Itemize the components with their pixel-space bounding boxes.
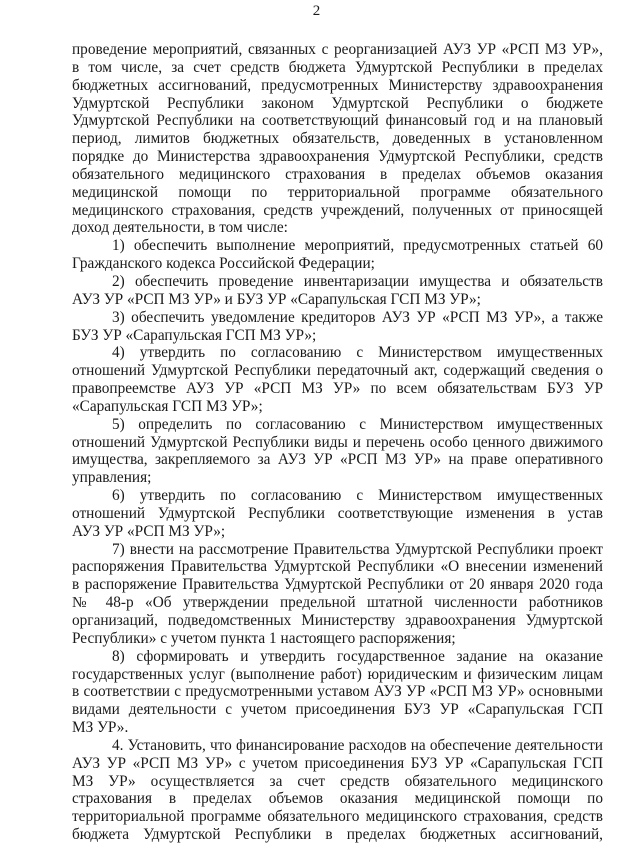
- text-line: 4. Установить, что финансирование расходов на обеспечение деятельности: [112, 736, 603, 754]
- text-line: 4) утвердить по согласованию с Министерством имущественных: [112, 344, 603, 362]
- text-line: Республики» с учетом пункта 1 настоящего распоряжения;: [72, 629, 456, 647]
- text-line: обязательного медицинского страхования в пределах объемов оказания: [72, 165, 603, 183]
- text-line: бюджета Удмуртской Республики в пределах бюджетных ассигнований,: [72, 826, 603, 844]
- text-line: 2) обеспечить проведение инвентаризации имущества и обязательств: [112, 272, 603, 290]
- text-line: правопреемстве АУЗ УР «РСП МЗ УР» по всем обязательствам БУЗ УР: [72, 380, 603, 398]
- paragraph: [72, 309, 603, 345]
- text-line: АУЗ УР «РСП МЗ УР» и БУЗ УР «Сарапульская ГСП МЗ УР»;: [72, 290, 481, 308]
- text-line: № 48-р «Об утверждении предельной штатной численности работников: [72, 594, 603, 612]
- text-line: порядке до Министерства здравоохранения Удмуртской Республики, средств: [72, 148, 603, 166]
- text-line: 3) обеспечить уведомление кредиторов АУЗ УР «РСП МЗ УР», а также: [112, 308, 603, 326]
- text-line: Гражданского кодекса Российской Федерации;: [72, 255, 375, 273]
- paragraph: [72, 237, 603, 273]
- text-line: МЗ УР» осуществляется за счет средств обязательного медицинского: [72, 772, 603, 790]
- text-line: 6) утвердить по согласованию с Министерством имущественных: [112, 487, 603, 505]
- paragraph: [72, 648, 603, 737]
- text-line: видами деятельности с учетом присоединения БУЗ УР «Сарапульская ГСП: [72, 701, 603, 719]
- text-line: АУЗ УР «РСП МЗ УР» с учетом присоединения БУЗ УР «Сарапульская ГСП: [72, 754, 603, 772]
- paragraph: [72, 487, 603, 541]
- paragraph: [72, 541, 603, 648]
- text-line: Удмуртской Республики на соответствующий финансовый год и на плановый: [72, 112, 603, 130]
- text-line: территориальной программе обязательного медицинского страхования, средств: [72, 808, 603, 826]
- text-line: доход деятельности, в том числе:: [72, 219, 288, 237]
- text-line: государственных услуг (выполнение работ) юридическим и физическим лицам: [72, 665, 603, 683]
- text-line: распоряжения Правительства Удмуртской Республики «О внесении изменений: [72, 558, 603, 576]
- paragraph: [72, 344, 603, 415]
- text-line: АУЗ УР «РСП МЗ УР»;: [72, 522, 226, 540]
- text-line: управления;: [72, 469, 152, 487]
- text-line: Удмуртской Республики законом Удмуртской Республики о бюджете: [72, 94, 603, 112]
- text-line: 7) внести на рассмотрение Правительства Удмуртской Республики проект: [112, 540, 603, 558]
- text-line: медицинского страхования, средств учреждений, полученных от приносящей: [72, 201, 603, 219]
- text-line: отношений Удмуртской Республики виды и перечень особо ценного движимого: [72, 433, 603, 451]
- text-line: проведение мероприятий, связанных с реорганизацией АУЗ УР «РСП МЗ УР»,: [72, 41, 603, 58]
- text-line: в распоряжение Правительства Удмуртской Республики от 20 января 2020 года: [72, 576, 603, 594]
- paragraph: [72, 41, 603, 237]
- paragraph: [72, 416, 603, 487]
- text-line: в соответствии с предусмотренными уставом АУЗ УР «РСП МЗ УР» основными: [72, 683, 603, 701]
- text-line: период, лимитов бюджетных обязательств, доведенных в установленном: [72, 130, 603, 148]
- document-body: [72, 41, 603, 844]
- text-line: медицинской помощи по территориальной программе обязательного: [72, 183, 603, 201]
- text-line: отношений Удмуртской Республики соответствующие изменения в устав: [72, 504, 603, 522]
- paragraph: [72, 273, 603, 309]
- text-line: отношений Удмуртской Республики передаточный акт, содержащий сведения о: [72, 362, 603, 380]
- text-line: организаций, подведомственных Министерству здравоохранения Удмуртской: [72, 612, 603, 629]
- text-line: «Сарапульская ГСП МЗ УР»;: [72, 397, 263, 415]
- text-line: бюджетных ассигнований, предусмотренных Министерству здравоохранения: [72, 76, 603, 94]
- text-line: 8) сформировать и утвердить государственное задание на оказание: [112, 647, 603, 665]
- text-line: в том числе, за счет средств бюджета Удмуртской Республики в пределах: [72, 58, 603, 76]
- text-line: МЗ УР».: [72, 719, 129, 737]
- text-line: имущества, закрепляемого за АУЗ УР «РСП МЗ УР» на праве оперативного: [72, 451, 603, 469]
- paragraph: [72, 737, 603, 844]
- page-number: 2: [312, 3, 321, 19]
- text-line: БУЗ УР «Сарапульская ГСП МЗ УР»;: [72, 326, 317, 344]
- text-line: страхования в пределах объемов оказания медицинской помощи по: [72, 790, 603, 808]
- text-line: 1) обеспечить выполнение мероприятий, предусмотренных статьей 60: [112, 237, 603, 255]
- text-line: 5) определить по согласованию с Министерством имущественных: [112, 415, 603, 433]
